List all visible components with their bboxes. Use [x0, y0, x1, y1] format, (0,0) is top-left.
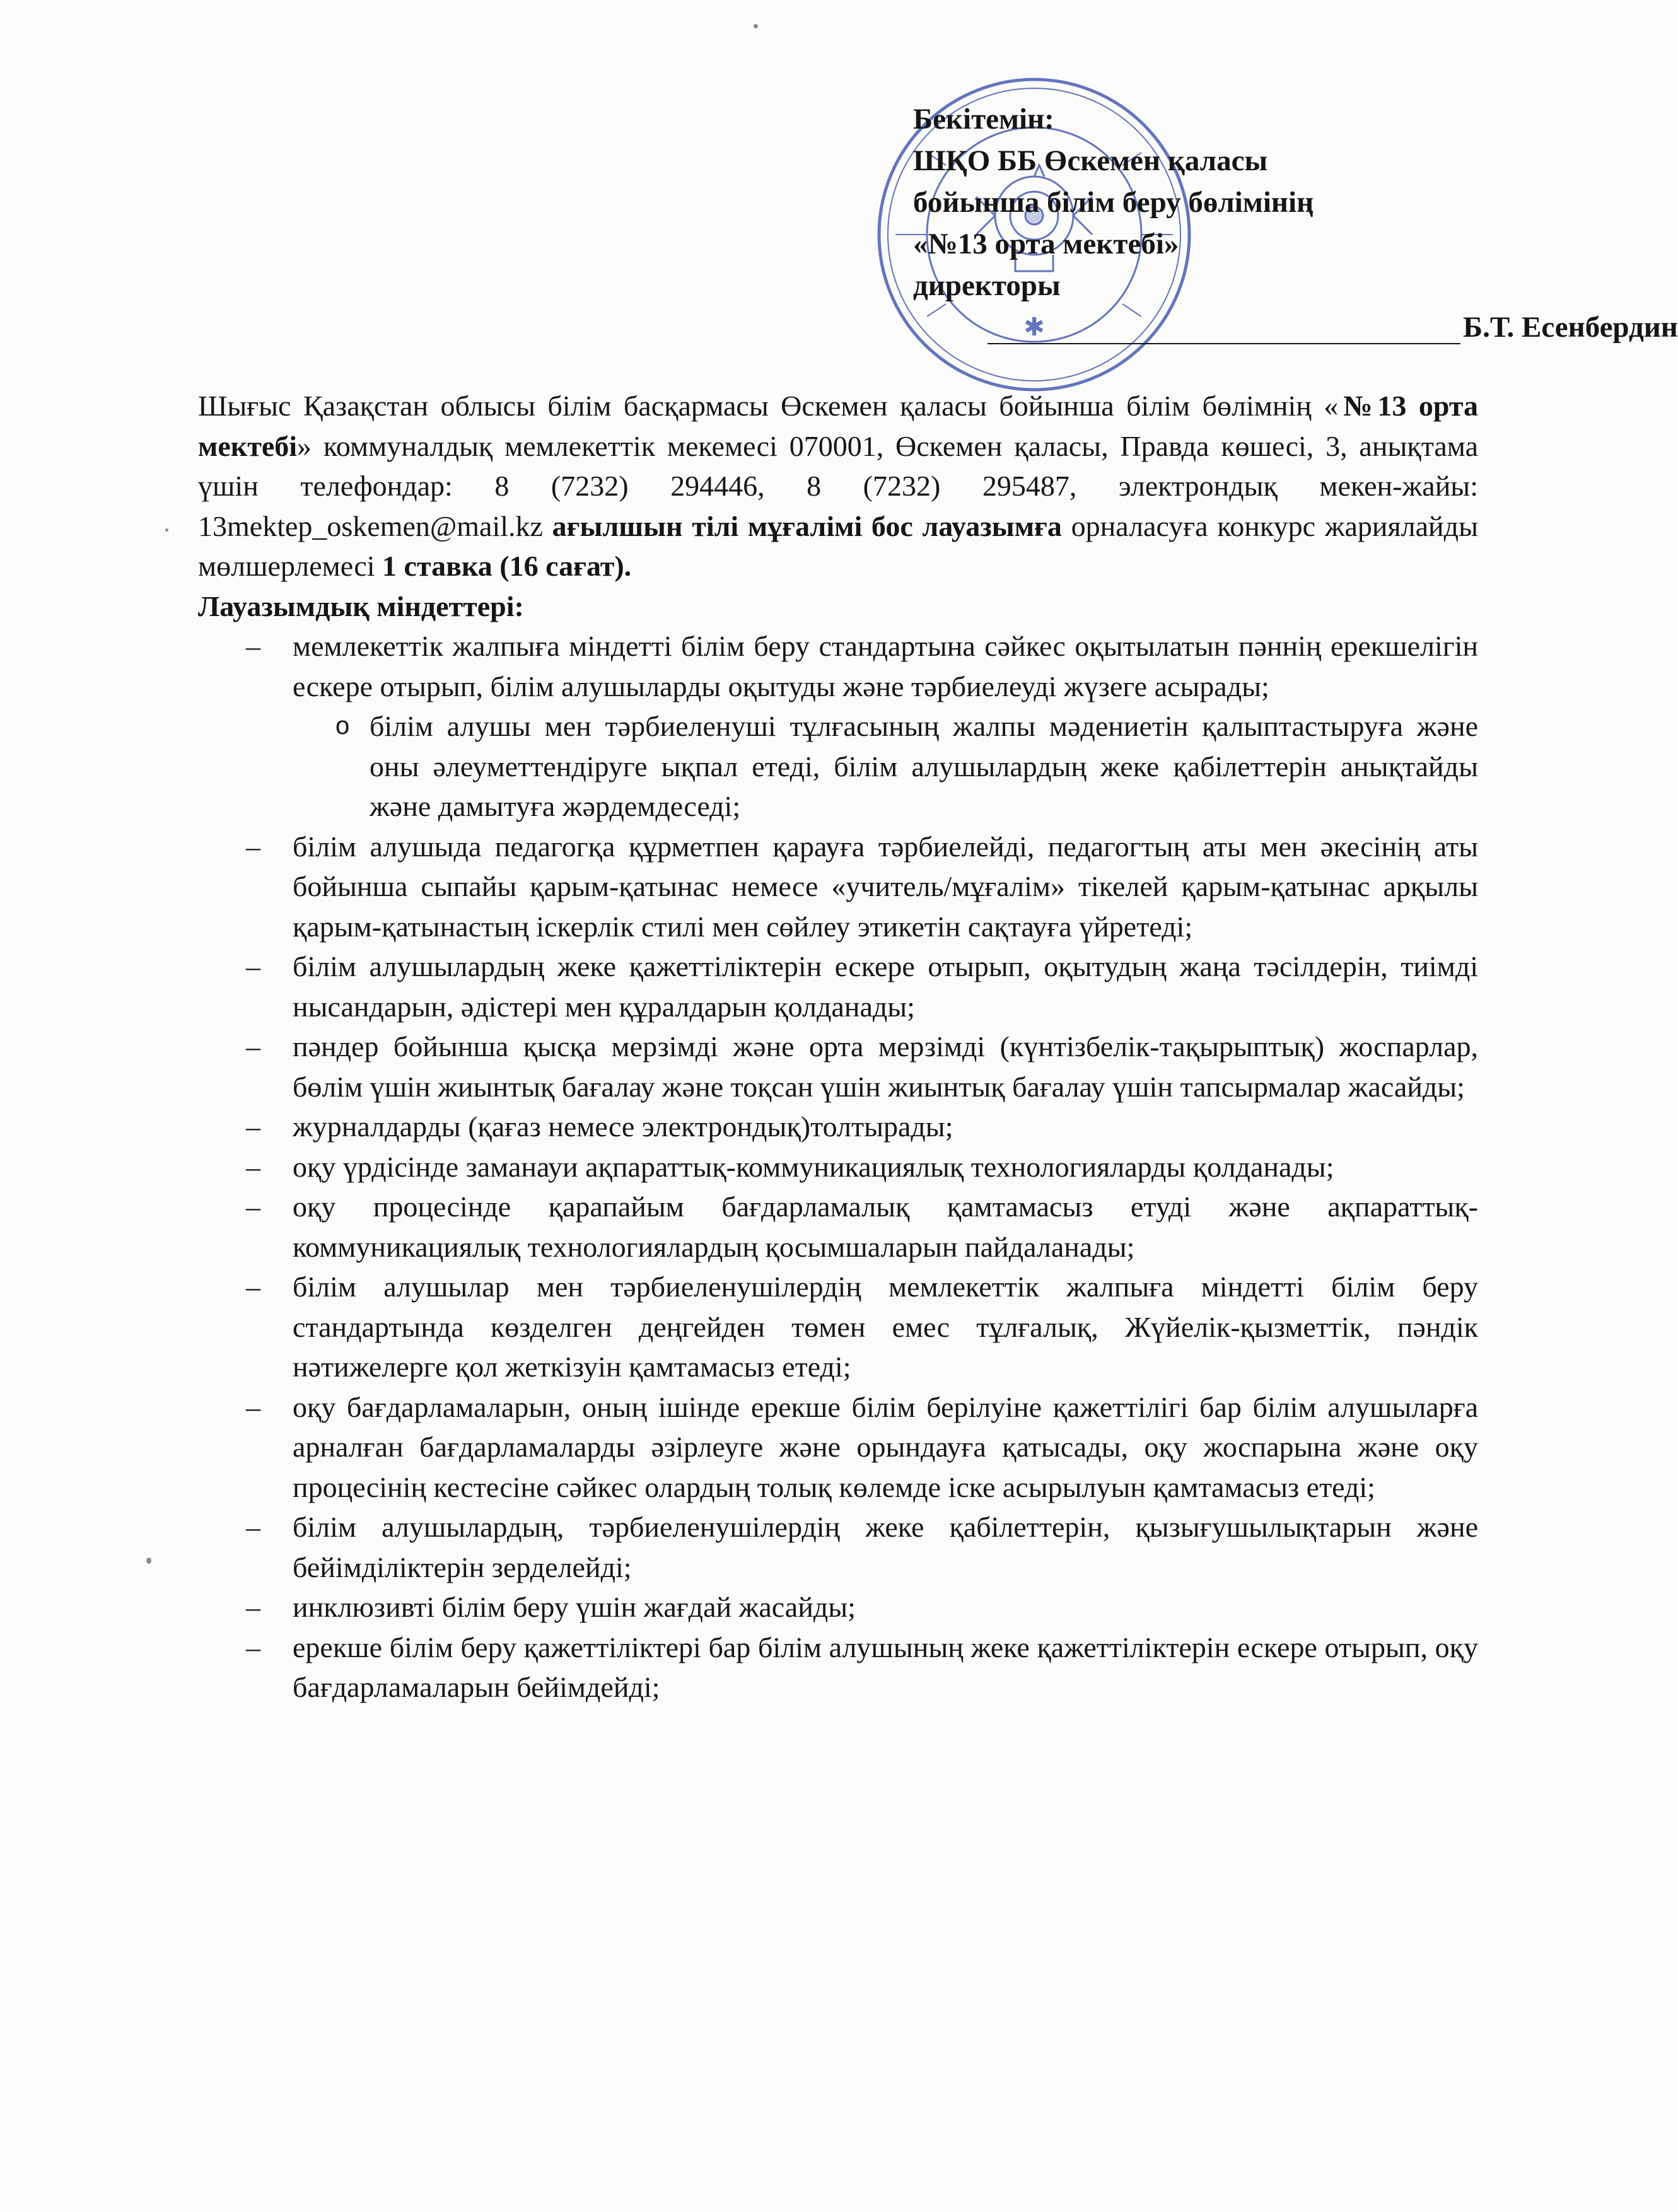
school-name: №13 орта мектебі — [198, 390, 1478, 462]
duty-text: білім алушылардың жеке қажеттіліктерін ескере отырып, оқытудың жаңа тәсілдерін, тиімді нысандарын, әдістері мен құралдарын қолданады; — [293, 950, 1478, 1023]
approval-block — [913, 98, 1678, 348]
stamp-star-icon: ✱ — [1023, 313, 1045, 342]
scan-speck — [754, 24, 758, 28]
announcement-text-part3: орналасуға конкурс жариялайды мөлшерлемесі — [198, 509, 1478, 582]
duty-item — [198, 946, 1478, 1027]
scan-speck — [146, 1557, 151, 1564]
approval-department: ШҚО ББ Өскемен қаласы — [913, 144, 1268, 177]
duties-list — [198, 626, 1478, 1708]
duty-item — [198, 1107, 1478, 1147]
duty-text: білім алушылардың, тәрбиеленушілердің жеке қабілеттерін, қызығушылықтарын және бейімділіктерін зерделейді; — [293, 1511, 1478, 1583]
dash-marker-icon: – — [246, 950, 260, 982]
dash-marker-icon: – — [246, 830, 260, 863]
duty-item — [198, 1587, 1478, 1627]
dash-marker-icon: – — [246, 1271, 260, 1303]
duty-text: оқу бағдарламаларын, оның ішінде ерекше білім берілуіне қажеттілігі бар білім алушыларға арналған бағдарламаларды әзірлеуге және орындауға қатысады, оқу жоспарына және оқу процесінің кестесіне сәйкес олардың толық көлемде іске асырылуын қамтамасыз етеді; — [293, 1390, 1478, 1503]
duty-text: оқу процесінде қарапайым бағдарламалық қамтамасыз етуді және ақпараттық-коммуникациялық технологиялардың қосымшаларын пайдаланады; — [293, 1190, 1478, 1263]
vacant-position: ағылшын тілі мұғалімі бос лауазымға — [552, 509, 1062, 542]
announcement-text-part2: » коммуналдық мемлекеттік мекемесі 070001, Өскемен қаласы, Правда көшесі, 3, анықтама үшін телефондар: 8 (7232) 294446, 8 (7232) 295487, электрондық мекен-жайы: 13mektep_oskemen@mail.kz — [198, 429, 1478, 542]
dash-marker-icon: – — [246, 630, 260, 662]
duty-item — [198, 827, 1478, 947]
duty-item — [198, 626, 1478, 706]
duty-item — [198, 1387, 1478, 1508]
duty-item — [198, 1027, 1478, 1107]
duty-text: журналдарды (қағаз немесе электрондық)толтырады; — [293, 1110, 953, 1143]
duty-item — [198, 1507, 1478, 1587]
circle-bullet-icon: o — [335, 712, 350, 740]
signature-line — [913, 306, 1678, 348]
scan-speck — [165, 528, 168, 532]
announcement-paragraph — [198, 386, 1478, 586]
duty-text: білім алушылар мен тәрбиеленушілердің мемлекеттік жалпыға міндетті білім беру стандартында көзделген деңгейден төмен емес тұлғалық, Жүйелік-қызметтік, пәндік нәтижелерге қол жеткізуін қамтамасыз етеді; — [293, 1271, 1478, 1383]
duty-item — [198, 1627, 1478, 1708]
dash-marker-icon: – — [246, 1591, 260, 1623]
duty-text: инклюзивті білім беру үшін жағдай жасайды; — [293, 1591, 856, 1623]
dash-marker-icon: – — [246, 1030, 260, 1062]
approval-school: «№13 орта мектебі» — [913, 228, 1179, 260]
announcement-text-part1: Шығыс Қазақстан облысы білім басқармасы Өскемен қаласы бойынша білім бөлімнің « — [198, 390, 1339, 422]
duty-text: білім алушыда педагогқа құрметпен қарауға тәрбиелейді, педагогтың аты мен әкесінің аты бойынша сыпайы қарым-қатынас немесе «учитель/мұғалім» тікелей қарым-қатынас арқылы қарым-қатынастың іскерлік стилі мен сөйлеу этикетін сақтауға үйретеді; — [293, 830, 1478, 943]
approval-title: Бекітемін: — [913, 103, 1054, 136]
signer-name: Б.Т. Есенбердин — [1463, 311, 1678, 344]
position-rate: 1 ставка (16 сағат). — [382, 550, 632, 582]
dash-marker-icon: – — [246, 1190, 260, 1223]
dash-marker-icon: – — [246, 1511, 260, 1543]
dash-marker-icon: – — [246, 1631, 260, 1663]
duties-heading: Лауазымдық міндеттері: — [198, 590, 524, 622]
signature-rule — [988, 343, 1460, 344]
duty-text: оқу үрдісінде заманауи ақпараттық-коммуникациялық технологияларды қолданады; — [293, 1150, 1334, 1183]
dash-marker-icon: – — [246, 1390, 260, 1423]
duty-text: ерекше білім беру қажеттіліктері бар білім алушының жеке қажеттіліктерін ескере отырып, оқу бағдарламаларын бейімдейді; — [293, 1631, 1478, 1703]
duty-item — [198, 1187, 1478, 1267]
duty-item — [198, 1267, 1478, 1387]
dash-marker-icon: – — [246, 1150, 260, 1183]
duty-text: пәндер бойынша қысқа мерзімді және орта мерзімді (күнтізбелік-тақырыптық) жоспарлар, бөлім үшін жиынтық бағалау және тоқсан үшін жиынтық бағалау үшін тапсырмалар жасайды; — [293, 1030, 1478, 1103]
duty-text: білім алушы мен тәрбиеленуші тұлғасының жалпы мәдениетін қалыптастыруға және оны әлеуметтендіруге ықпал етеді, білім алушылардың жеке қабілеттерін анықтайды және дамытуға жәрдемдеседі; — [370, 710, 1478, 822]
document-body — [198, 386, 1478, 1708]
duty-item — [198, 1147, 1478, 1187]
duty-text: мемлекеттік жалпыға міндетті білім беру стандартына сәйкес оқытылатын пәннің ерекшелігін ескере отырып, білім алушыларды оқытуды және тәрбиелеуді жүзеге асырады; — [293, 630, 1478, 702]
approval-department-line2: бойынша білім беру бөлімінің — [913, 186, 1314, 219]
approval-role: директоры — [913, 269, 1061, 302]
dash-marker-icon: – — [246, 1110, 260, 1143]
duty-subitem — [198, 706, 1478, 827]
